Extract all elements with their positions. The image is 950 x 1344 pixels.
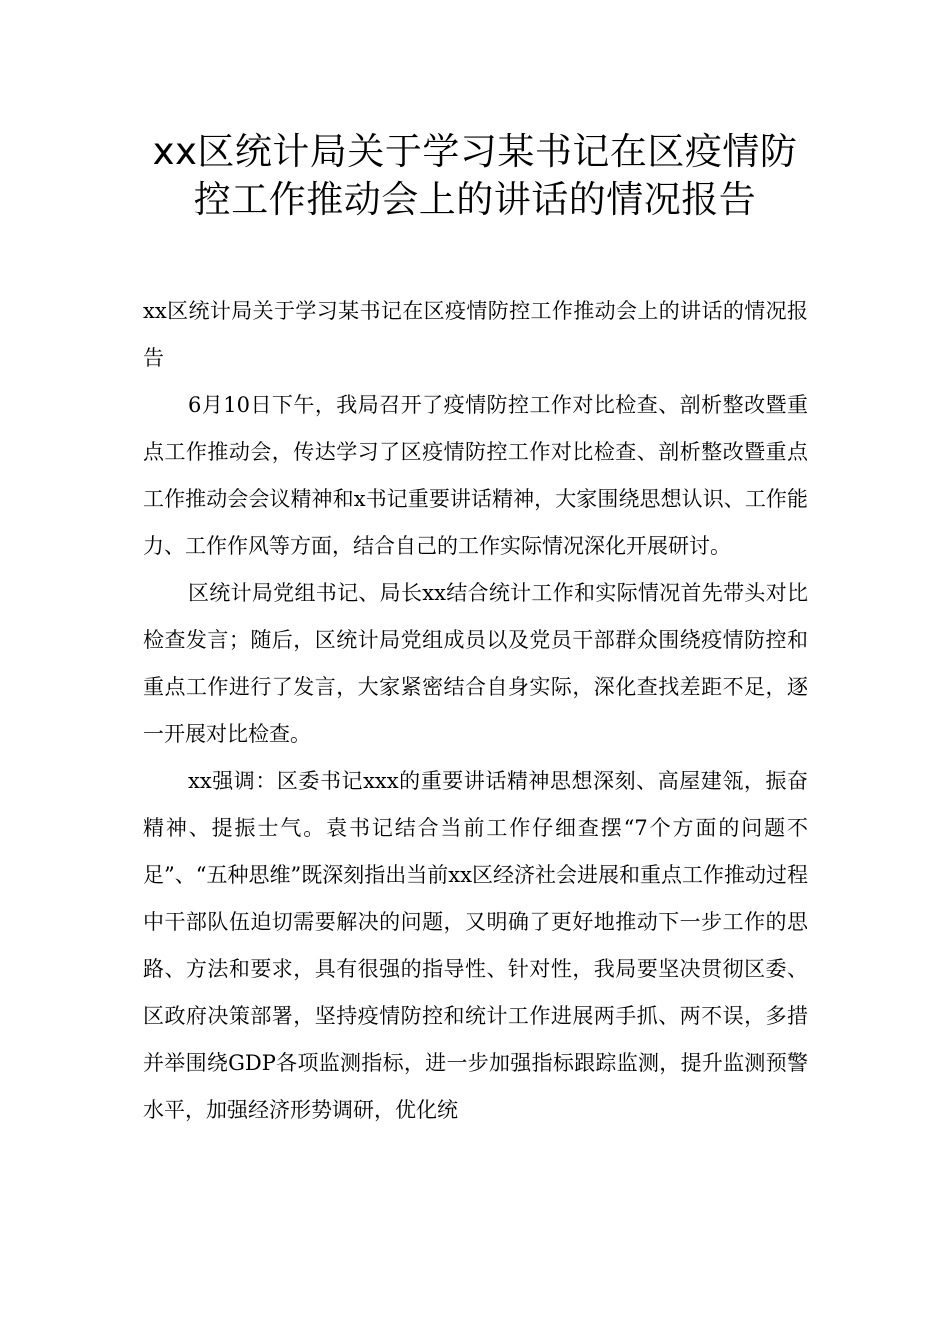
- document-title: [100, 128, 850, 224]
- body-paragraph-heading: xx区统计局关于学习某书记在区疫情防控工作推动会上的讲话的情况报告: [143, 299, 808, 370]
- document-body: [143, 288, 808, 1134]
- title-line-2: 控工作推动会上的讲话的情况报告: [193, 178, 757, 221]
- body-paragraph: xx强调：区委书记xxx的重要讲话精神思想深刻、高屋建瓴，振奋精神、提振士气。袁书记结合当前工作仔细查摆“7个方面的问题不足”、“五种思维”既深刻指出当前xx区经济社会进展和重点工作推动过程中干部队伍迫切需要解决的问题，又明确了更好地推动下一步工作的思路、方法和要求，具有很强的指导性、针对性，我局要坚决贯彻区委、区政府决策部署，坚持疫情防控和统计工作进展两手抓、两不误，多措并举围绕GDP各项监测指标，进一步加强指标跟踪监测，提升监测预警水平，加强经济形势调研，优化统: [143, 769, 808, 1122]
- title-line-1: xx区统计局关于学习某书记在区疫情防: [152, 130, 798, 173]
- body-paragraph: 区统计局党组书记、局长xx结合统计工作和实际情况首先带头对比检查发言；随后，区统计局党组成员以及党员干部群众围绕疫情防控和重点工作进行了发言，大家紧密结合自身实际，深化查找差距不足，逐一开展对比检查。: [143, 581, 808, 746]
- body-paragraph: 6月10日下午，我局召开了疫情防控工作对比检查、剖析整改暨重点工作推动会，传达学习了区疫情防控工作对比检查、剖析整改暨重点工作推动会会议精神和x书记重要讲话精神，大家围绕思想认识、工作能力、工作作风等方面，结合自己的工作实际情况深化开展研讨。: [143, 393, 808, 558]
